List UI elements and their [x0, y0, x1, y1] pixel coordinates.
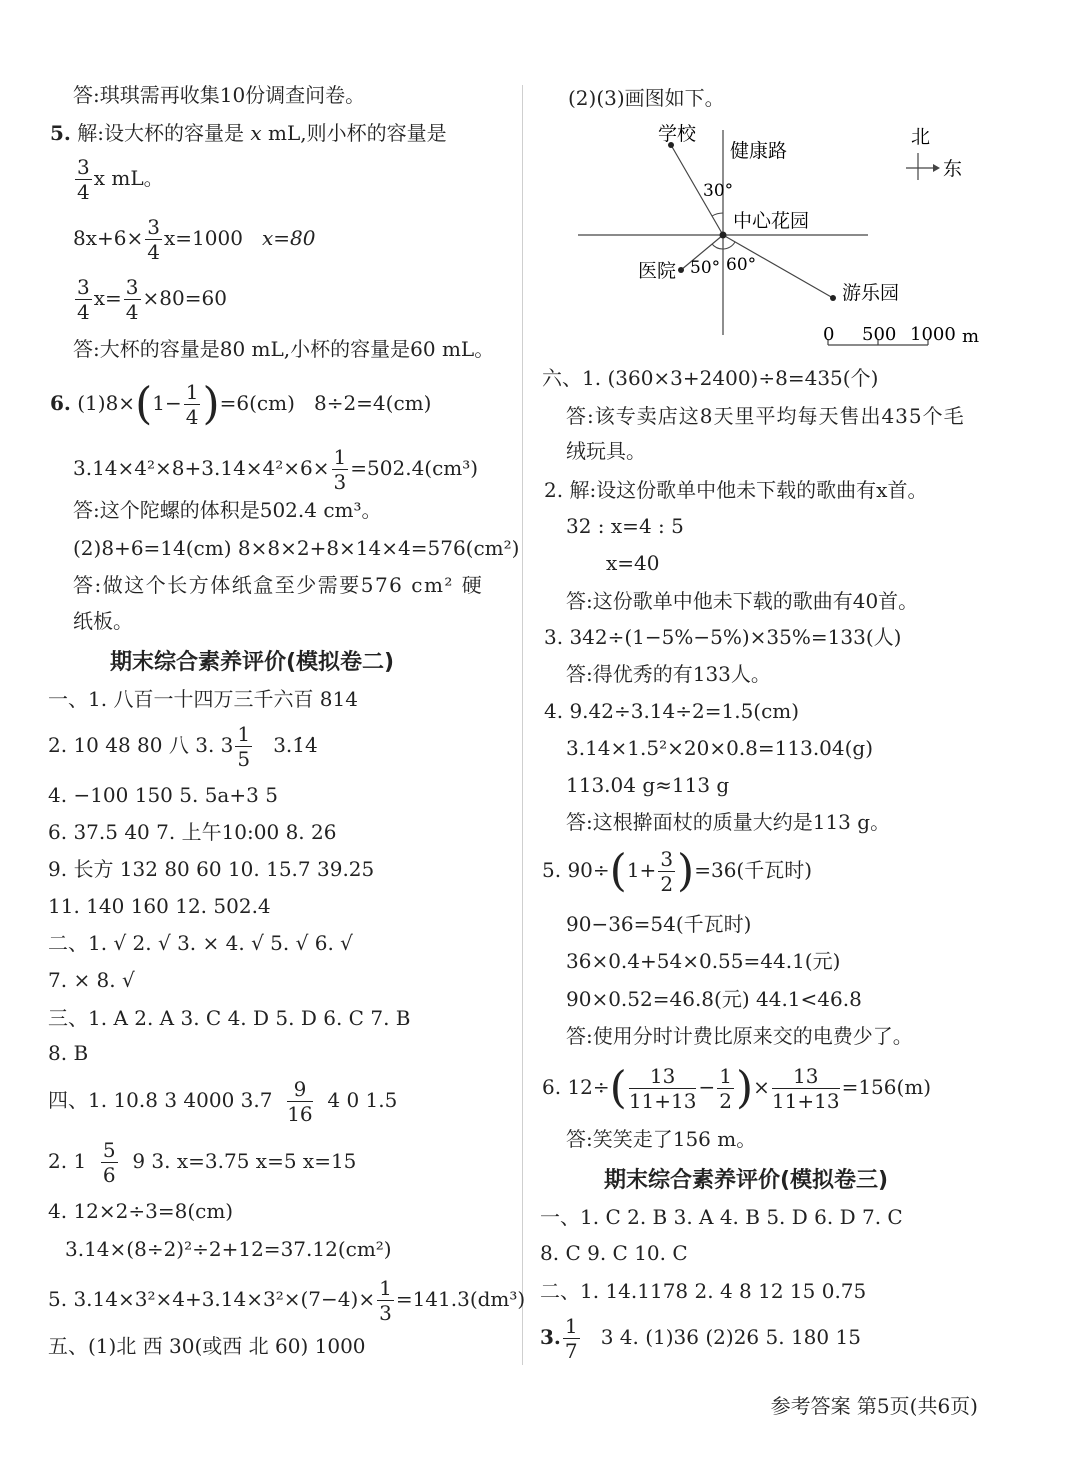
- scale-label-1000: 1000: [910, 324, 956, 345]
- fraction: $\frac{13}{11+13}$: [628, 1064, 697, 1113]
- angle-arc-30: [712, 213, 723, 216]
- fraction: $\frac{13}{11+13}$: [771, 1064, 840, 1113]
- answer-line: 二、1. √ 2. √ 3. × 4. √ 5. √ 6. √: [48, 931, 353, 955]
- fraction: $\frac{1}{3}$: [333, 445, 347, 494]
- fraction: $\frac{9}{16}$: [287, 1077, 313, 1126]
- garden-point: [720, 232, 727, 239]
- answer-line: 32 : x=4 : 5: [566, 514, 684, 538]
- q5-equation-1: 8x+6× $\frac{3}{4}$ x=1000 x=80: [73, 215, 316, 264]
- fraction: $\frac{3}{4}$: [125, 275, 139, 324]
- angle-arc-60: [723, 242, 735, 249]
- answer-line: 答:做这个长方体纸盒至少需要576 cm² 硬: [73, 573, 484, 597]
- answer-line: 六、1. (360×3+2400)÷8=435(个): [542, 366, 879, 390]
- q5-frac-line: $\frac{3}{4}$ x mL。: [77, 155, 164, 204]
- answer-line: 90×0.52=46.8(元) 44.1<46.8: [566, 987, 862, 1011]
- answer-line: (2)(3)画图如下。: [568, 86, 725, 110]
- answer-line: 答:这份歌单中他未下载的歌曲有40首。: [566, 589, 919, 613]
- q5-line: 5. 解:设大杯的容量是 x mL,则小杯的容量是: [50, 121, 447, 145]
- scale-label-500: 500: [862, 324, 897, 345]
- label-hospital: 医院: [638, 260, 677, 282]
- answer-line: 答:该专卖店这8天里平均每天售出435个毛: [566, 404, 965, 428]
- column-divider: [522, 85, 523, 1365]
- answer-line-cont: 绒玩具。: [566, 439, 646, 463]
- section-title: 期末综合素养评价(模拟卷二): [110, 650, 395, 675]
- answer-line: 7. × 8. √: [48, 968, 135, 992]
- fraction: $\frac{3}{4}$: [77, 275, 90, 324]
- label-angle-50: 50°: [690, 258, 721, 278]
- label-park: 游乐园: [842, 282, 900, 304]
- answer-line: 6. 37.5 40 7. 上午10:00 8. 26: [48, 820, 337, 844]
- hospital-point: [678, 267, 684, 273]
- label-school: 学校: [658, 123, 697, 145]
- fraction: $\frac{1}{7}$: [564, 1314, 578, 1363]
- fraction: $\frac{1}{2}$: [719, 1064, 732, 1113]
- fraction: $\frac{5}{6}$: [102, 1138, 116, 1187]
- answer-line: 2. 10 48 80 八 3. 3 $\frac{1}{5}$ 3.1̇4̇: [48, 722, 318, 771]
- answer-line: 二、1. 14.1178 2. 4 8 12 15 0.75: [540, 1279, 867, 1303]
- answer-line: 3.14×1.5²×20×0.8=113.04(g): [566, 736, 874, 760]
- q6-line-2: 3.14×4²×8+3.14×4²×6× $\frac{1}{3}$ =502.4(cm³): [73, 445, 479, 494]
- answer-line: 2. 解:设这份歌单中他未下载的歌曲有x首。: [544, 478, 928, 502]
- answer-line: 4. −100 150 5. 5a+3 5: [48, 783, 278, 807]
- answer-line: 36×0.4+54×0.55=44.1(元): [566, 949, 841, 973]
- answer-line: 答:使用分时计费比原来交的电费少了。: [566, 1024, 913, 1048]
- direction-map: [578, 115, 1018, 350]
- answer-line: 五、(1)北 西 30(或西 北 60) 1000: [48, 1334, 366, 1358]
- answer-line: 2. 1 $\frac{5}{6}$ 9 3. x=3.75 x=5 x=15: [48, 1138, 357, 1187]
- answer-line: 3. 342÷(1−5%−5%)×35%=133(人): [544, 625, 902, 649]
- answer-line: 4. 12×2÷3=8(cm): [48, 1199, 234, 1223]
- answer-line: 三、1. A 2. A 3. C 4. D 5. D 6. C 7. B: [48, 1006, 411, 1030]
- answer-line-cont: 纸板。: [73, 609, 133, 633]
- answer-line: 90−36=54(千瓦时): [566, 912, 752, 936]
- answer-line: 9. 长方 132 80 60 10. 15.7 39.25: [48, 857, 375, 881]
- answer-line: 5. 3.14×3²×4+3.14×3²×(7−4)× $\frac{1}{3}$ =141.3(dm³): [48, 1276, 526, 1325]
- q6-line-3: (2)8+6=14(cm) 8×8×2+8×14×4=576(cm²): [73, 536, 520, 560]
- answer-line: 答:笑笑走了156 m。: [566, 1127, 757, 1151]
- fraction: $\frac{1}{5}$: [237, 722, 251, 771]
- scale-label-0: 0: [823, 324, 835, 345]
- fraction: $\frac{1}{4}$: [185, 380, 199, 429]
- fraction: $\frac{1}{3}$: [379, 1276, 392, 1325]
- q5-equation-2: $\frac{3}{4}$ x= $\frac{3}{4}$ ×80=60: [77, 275, 227, 324]
- answer-line: x=40: [606, 551, 660, 575]
- answer-line: 6. 12÷( $\frac{13}{11+13}$ − $\frac{1}{2}$ )× $\frac{13}{11+13}$ =156(m): [542, 1062, 932, 1114]
- answer-line: 5. 90÷(1+ $\frac{3}{2}$ )=36(千瓦时): [542, 845, 813, 897]
- fraction: $\frac{3}{4}$: [77, 155, 90, 204]
- answer-line: 3. $\frac{1}{7}$ 3 4. (1)36 (2)26 5. 180 15: [540, 1314, 861, 1363]
- answer-line: 答:琪琪需再收集10份调查问卷。: [73, 83, 366, 107]
- answer-line: 答:大杯的容量是80 mL,小杯的容量是60 mL。: [73, 337, 495, 361]
- answer-line: 11. 140 160 12. 502.4: [48, 894, 271, 918]
- label-garden: 中心花园: [733, 210, 810, 232]
- answer-line: 一、1. C 2. B 3. A 4. B 5. D 6. D 7. C: [540, 1205, 903, 1229]
- section-title: 期末综合素养评价(模拟卷三): [604, 1168, 889, 1193]
- fraction: $\frac{3}{4}$: [147, 215, 160, 264]
- scale-unit: m: [962, 326, 980, 347]
- label-north: 北: [911, 126, 931, 148]
- answer-line: 答:得优秀的有133人。: [566, 662, 771, 686]
- fraction: $\frac{3}{2}$: [660, 847, 674, 896]
- answer-line: 4. 9.42÷3.14÷2=1.5(cm): [544, 699, 800, 723]
- label-angle-60: 60°: [726, 255, 757, 275]
- angle-arc-50: [712, 244, 723, 249]
- page-footer: 参考答案 第5页(共6页): [770, 1394, 978, 1418]
- answer-line: 答:这根擀面杖的质量大约是113 g。: [566, 810, 891, 834]
- answer-line: 8. C 9. C 10. C: [540, 1241, 688, 1265]
- park-point: [830, 295, 836, 301]
- answer-line: 3.14×(8÷2)²÷2+12=37.12(cm²): [65, 1237, 392, 1261]
- label-angle-30: 30°: [703, 181, 734, 201]
- answer-line: 8. B: [48, 1041, 89, 1065]
- arrow-right-icon: [933, 164, 940, 172]
- answer-line: 113.04 g≈113 g: [566, 773, 730, 797]
- label-east: 东: [943, 158, 963, 180]
- q6-line-1: 6. (1)8×(1− $\frac{1}{4}$ )=6(cm) 8÷2=4(cm): [50, 378, 432, 430]
- answer-line: 答:这个陀螺的体积是502.4 cm³。: [73, 498, 382, 522]
- answer-line: 一、1. 八百一十四万三千六百 814: [48, 687, 358, 711]
- label-road: 健康路: [730, 140, 788, 162]
- answer-line: 四、1. 10.8 3 4000 3.7 $\frac{9}{16}$ 4 0 1.5: [48, 1077, 398, 1126]
